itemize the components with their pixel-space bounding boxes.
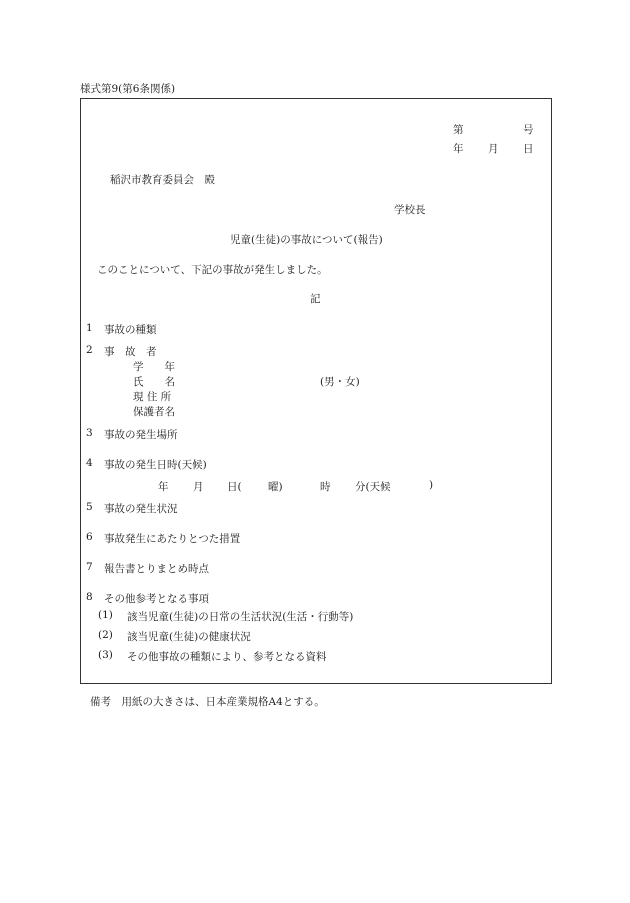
- dt-hour: 時: [320, 481, 331, 493]
- item-label: 事故の発生場所: [104, 429, 178, 441]
- item-label: 事故の種類: [104, 324, 157, 336]
- date-year: 年: [453, 143, 464, 155]
- item-number: 8: [86, 591, 93, 603]
- footnote: 備考 用紙の大きさは、日本産業規格A4とする。: [90, 696, 325, 708]
- item-number: 2: [86, 344, 93, 356]
- item-label: 事 故 者: [104, 346, 157, 358]
- dt-minute-weather: 分(天候: [355, 481, 391, 493]
- item-number: 3: [86, 427, 93, 439]
- sub-item-label: 該当児童(生徒)の健康状況: [127, 631, 251, 643]
- sub-item-number: (1): [98, 609, 113, 621]
- form-label: 様式第9(第6条関係): [80, 83, 176, 95]
- date-month: 月: [488, 143, 499, 155]
- dt-weekday: 曜): [268, 481, 283, 493]
- number-suffix: 号: [523, 124, 534, 136]
- dt-close: ): [429, 479, 434, 491]
- date-day: 日: [523, 143, 534, 155]
- sub-item-label: その他事故の種類により、参考となる資料: [127, 651, 327, 663]
- item-number: 6: [86, 531, 93, 543]
- item-label: 報告書とりまとめ時点: [104, 563, 209, 575]
- item-number: 7: [86, 561, 93, 573]
- sender: 学校長: [394, 204, 426, 216]
- intro-text: このことについて、下記の事故が発生しました。: [97, 264, 328, 276]
- grade-label: 学 年: [133, 361, 175, 373]
- item-label: 事故の発生日時(天候): [104, 459, 207, 471]
- addressee: 稲沢市教育委員会 殿: [110, 174, 215, 186]
- document-title: 児童(生徒)の事故について(報告): [230, 234, 383, 246]
- name-label: 氏 名: [133, 376, 175, 388]
- item-label: その他参考となる事項: [104, 593, 209, 605]
- sub-item-number: (2): [98, 629, 113, 641]
- item-label: 事故の発生状況: [104, 503, 178, 515]
- item-label: 事故発生にあたりとつた措置: [104, 533, 241, 545]
- dt-year: 年: [158, 481, 169, 493]
- item-number: 1: [86, 322, 93, 334]
- item-number: 5: [86, 501, 93, 513]
- item-number: 4: [86, 457, 93, 469]
- number-prefix: 第: [453, 124, 464, 136]
- dt-month: 月: [193, 481, 204, 493]
- address-label: 現 住 所: [133, 391, 172, 403]
- ki-heading: 記: [310, 293, 321, 305]
- sub-item-label: 該当児童(生徒)の日常の生活状況(生活・行動等): [127, 611, 354, 623]
- sub-item-number: (3): [98, 649, 113, 661]
- sex-field: (男・女): [320, 376, 360, 388]
- dt-day: 日(: [227, 481, 242, 493]
- guardian-label: 保護者名: [133, 406, 175, 418]
